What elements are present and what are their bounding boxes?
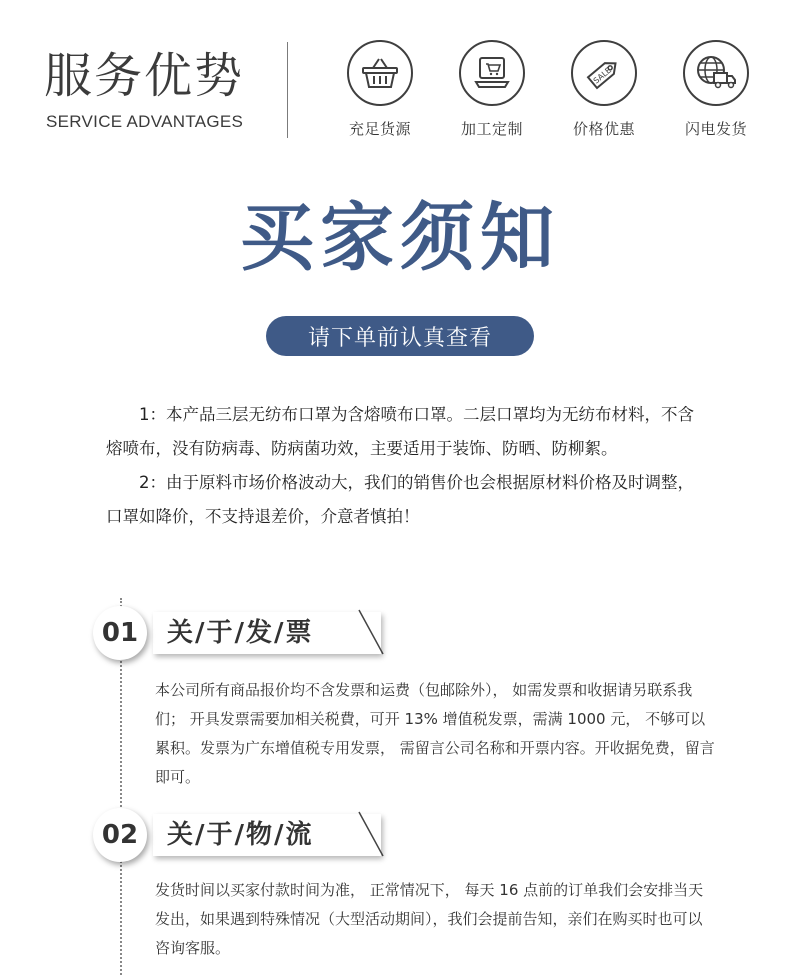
section-title: 关/于/物/流 (167, 820, 314, 850)
service-item-label: 加工定制 (460, 120, 523, 138)
service-title: 服务优势 (44, 48, 245, 104)
section-text: 发货时间以买家付款时间为准， 正常情况下， 每天 16 点前的订单我们会安排当天发出，如果遇到特殊情况（大型活动期间），我们会提前告知，亲们在购买时也可以咨询客服。 (155, 881, 704, 957)
service-item-supply (325, 40, 435, 139)
service-item-label: 充足货源 (348, 120, 411, 138)
notice-paragraph: 1：本产品三层无纺布口罩为含熔喷布口罩。二层口罩均为无纺布材料，不含熔喷布，没有防病毒、防病菌功效，主要适用于装饰、防晒、防柳絮。 (106, 405, 694, 458)
basket-icon (347, 40, 413, 106)
section-header-logistics (93, 808, 393, 864)
service-item-custom (437, 40, 547, 139)
laptop-icon (459, 40, 525, 106)
section-number: 02 (93, 808, 147, 862)
header-divider (287, 42, 288, 138)
section-text: 本公司所有商品报价均不含发票和运费（包邮除外）， 如需发票和收据请另联系我们； 开具发票需要加相关税費，可开 13% 增值税发票，需满 1000 元， 不够可以累积。发票为广东增值税专用发票， 需留言公司名称和开票内容。开收据免费，留言即可。 (155, 681, 715, 786)
service-subtitle: SERVICE ADVANTAGES (46, 112, 244, 131)
notice-pill: 请下单前认真查看 (266, 316, 534, 356)
sale-text: SALE (591, 65, 614, 86)
service-item-price (549, 40, 659, 139)
globe-truck-icon (683, 40, 749, 106)
sale-tag-icon (571, 40, 637, 106)
notice-title: 买家须知 (240, 195, 560, 281)
notice-paragraph: 2：由于原料市场价格波动大，我们的销售价也会根据原材料价格及时调整，口罩如降价，不支持退差价，介意者慎拍！ (106, 473, 694, 526)
slant-line-decoration (341, 808, 401, 864)
notice-body (106, 398, 706, 534)
section-header-invoice (93, 606, 393, 662)
slant-line-decoration (341, 606, 401, 662)
service-item-label: 闪电发货 (684, 120, 747, 138)
service-item-shipping (661, 40, 771, 139)
service-item-label: 价格优惠 (572, 120, 635, 138)
section-number: 01 (93, 606, 147, 660)
section-title: 关/于/发/票 (167, 618, 314, 648)
